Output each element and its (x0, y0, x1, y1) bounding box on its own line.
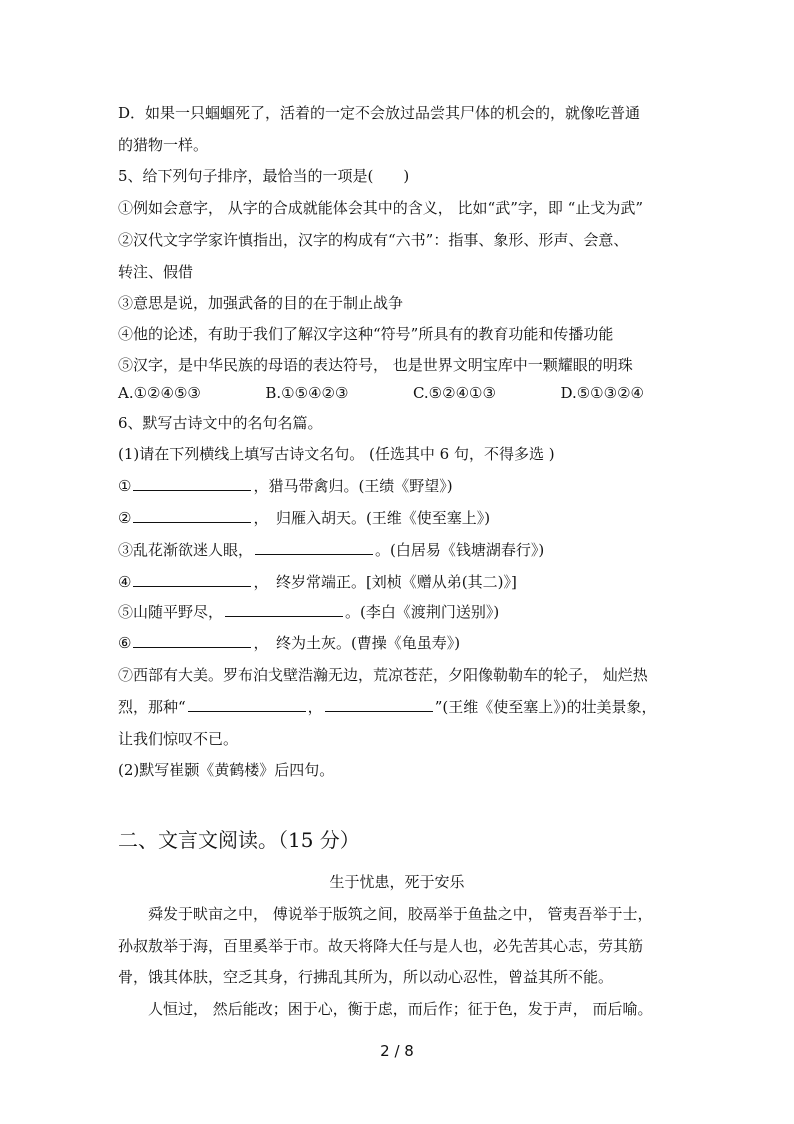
option-d-line1: D．如果一只蝈蝈死了，活着的一定不会放过品尝其尸体的机会的，就像吃普通 (118, 104, 641, 122)
fill-blank[interactable] (133, 633, 251, 648)
fill-blank[interactable] (255, 540, 373, 555)
passage-para1-line1: 舜发于畎亩之中， 傅说举于版筑之间，胶鬲举于鱼盐之中， 管夷吾举于士， (148, 905, 653, 923)
poem-item-7-line1: ⑦西部有大美。罗布泊戈壁浩瀚无边，荒凉苍茫，夕阳像勒勒车的轮子， 灿烂热 (118, 666, 648, 684)
poem-item-3: ③乱花渐欲迷人眼， 。(白居易《钱塘湖春行》) (118, 541, 545, 559)
sentence-2-line2: 转注、假借 (118, 263, 194, 281)
page-number: 2 / 8 (380, 1042, 414, 1060)
poem-item-1: ① ，猎马带禽归。(王绩《野望》) (118, 477, 453, 495)
fill-blank[interactable] (133, 572, 251, 587)
fill-blank[interactable] (188, 697, 306, 712)
option-d-line2: 的猎物一样。 (118, 136, 209, 154)
poem-item-5: ⑤山随平野尽， 。(李白《渡荆门送别》) (118, 603, 500, 621)
poem-item-6: ⑥ ， 终为土灰。(曹操《龟虽寿》) (118, 634, 461, 652)
fill-blank[interactable] (325, 697, 433, 712)
option-b: B.①⑤④②③ (265, 384, 349, 402)
section-heading: 二、文言文阅读。（15 分） (118, 828, 360, 852)
question-5: 5、给下列句子排序，最恰当的一项是( ) (118, 167, 410, 185)
poem-item-2: ② ， 归雁入胡天。(王维《使至塞上》) (118, 509, 491, 527)
fill-blank[interactable] (225, 602, 343, 617)
sentence-5: ⑤汉字，是中华民族的母语的表达符号， 也是世界文明宝库中一颗耀眼的明珠 (118, 356, 633, 374)
sentence-3: ③意思是说，加强武备的目的在于制止战争 (118, 294, 404, 312)
passage-title: 生于忧患，死于安乐 (329, 873, 465, 891)
passage-para2: 人恒过， 然后能改；困于心，衡于虑，而后作；征于色，发于声， 而后喻。 (148, 1000, 653, 1018)
fill-blank[interactable] (133, 476, 251, 491)
option-a: A.①②④⑤③ (118, 384, 201, 402)
answer-options (118, 383, 644, 403)
poem-item-4: ④ ， 终岁常端正。[刘桢《赠从弟(其二)》] (118, 573, 517, 591)
fill-blank[interactable] (133, 508, 251, 523)
question-6-part-1: (1)请在下列横线上填写古诗文名句。 (任选其中 6 句，不得多选 ) (118, 445, 555, 463)
question-6-part-2: (2)默写崔颢《黄鹤楼》后四句。 (118, 761, 335, 779)
poem-item-7-line3: 让我们惊叹不已。 (118, 730, 239, 748)
option-c: C.⑤②④①③ (412, 384, 496, 402)
poem-item-7-line2: 烈，那种“ ， ”(王维《使至塞上》)的壮美景象， (118, 698, 657, 716)
sentence-4: ④他的论述，有助于我们了解汉字这种“符号”所具有的教育功能和传播功能 (118, 325, 614, 343)
question-6: 6、默写古诗文中的名句名篇。 (118, 414, 323, 432)
passage-para1-line2: 孙叔敖举于海，百里奚举于市。故天将降大任与是人也，必先苦其心志，劳其筋 (118, 937, 644, 955)
passage-para1-line3: 骨，饿其体肤，空乏其身，行拂乱其所为，所以动心忍性，曾益其所不能。 (118, 968, 614, 986)
sentence-2-line1: ②汉代文字学家许慎指出，汉字的构成有“六书”：指事、象形、形声、会意、 (118, 231, 629, 249)
option-d: D.⑤①③②④ (560, 384, 644, 402)
sentence-1: ①例如会意字， 从字的合成就能体会其中的含义， 比如“武”字，即 “止戈为武” (118, 199, 643, 217)
